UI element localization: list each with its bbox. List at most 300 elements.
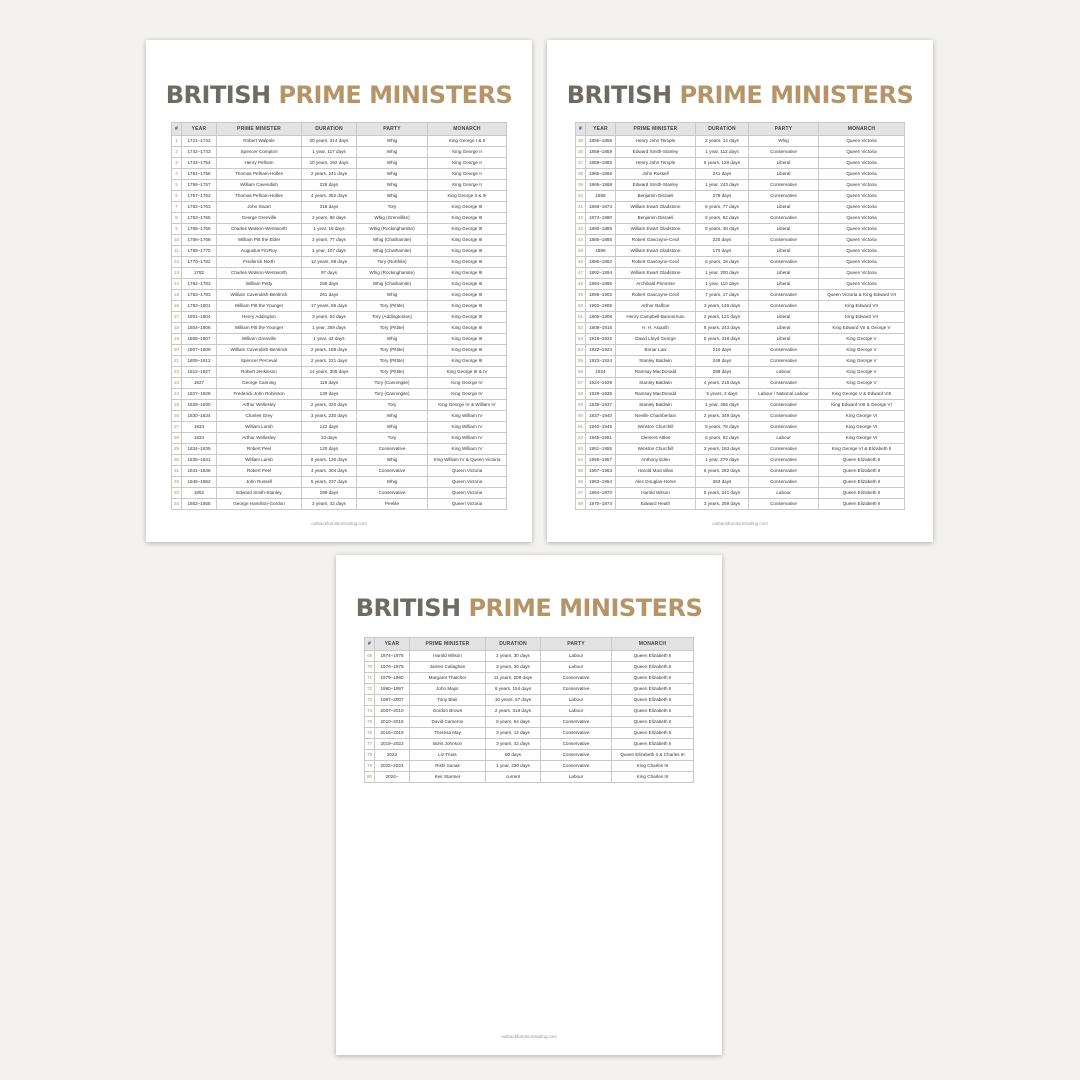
cell-prime-minister: William Lamb [217,422,302,433]
cell-year: 1835–1841 [182,455,217,466]
table-row [172,169,507,180]
cell-year: 1804–1806 [182,323,217,334]
cell-number: 24 [172,389,182,400]
table-row [172,180,507,191]
cell-duration: 1 year, 42 days [302,334,357,345]
cell-number: 20 [172,345,182,356]
table-row [576,367,905,378]
table-row [172,422,507,433]
cell-number: 43 [576,224,586,235]
cell-monarch: Queen Elizabeth II [819,499,905,510]
cell-duration: 1 year, 110 days [696,279,749,290]
cell-party: Tory (Addingtonian) [357,312,428,323]
cell-party: Whig (Grenvillite) [357,213,428,224]
cell-year: 1886–1892 [586,257,616,268]
cell-prime-minister: Harold Wilson [410,651,486,662]
cell-number: 26 [172,411,182,422]
table-row [172,411,507,422]
table-row [576,444,905,455]
cell-monarch: King William IV & Queen Victoria [428,455,507,466]
cell-monarch: Queen Victoria [819,235,905,246]
cell-number: 40 [576,191,586,202]
cell-year: 1866–1868 [586,180,616,191]
table-row [365,739,694,750]
cell-monarch: King William IV [428,411,507,422]
header-party: PARTY [541,638,612,651]
cell-number: 19 [172,334,182,345]
cell-duration: 2 years, 188 days [302,345,357,356]
cell-number: 12 [172,257,182,268]
cell-duration: 6 years, 18 days [696,257,749,268]
cell-duration: 248 days [696,356,749,367]
cell-number: 21 [172,356,182,367]
cell-number: 25 [172,400,182,411]
cell-year: 1924 [586,367,616,378]
cell-duration: 14 years, 305 days [302,367,357,378]
header-duration: DURATION [486,638,541,651]
cell-duration: 6 years, 129 days [696,158,749,169]
table-row [576,180,905,191]
cell-duration: 50 days [486,750,541,761]
cell-prime-minister: Augustus FitzRoy [217,246,302,257]
cell-number: 8 [172,213,182,224]
header-number: # [365,638,375,651]
cell-year: 1935–1937 [586,400,616,411]
cell-prime-minister: Frederick John Robinson [217,389,302,400]
cell-monarch: King George VI [819,433,905,444]
cell-number: 77 [365,739,375,750]
cell-year: 1783–1783 [182,290,217,301]
cell-year: 1809–1812 [182,356,217,367]
cell-number: 60 [576,411,586,422]
cell-duration: 1 year, 107 days [302,246,357,257]
cell-prime-minister: Stanley Baldwin [616,400,696,411]
cell-year: 1940–1945 [586,422,616,433]
cell-party: Liberal [749,312,819,323]
header-party: PARTY [749,123,819,136]
cell-party: Liberal [749,279,819,290]
cell-party: Peelite [357,499,428,510]
cell-monarch: Queen Victoria [819,191,905,202]
cell-duration: 8 years, 243 days [696,323,749,334]
cell-prime-minister: Henry Campbell-Bannerman [616,312,696,323]
cell-prime-minister: William Grenville [217,334,302,345]
cell-duration: 23 days [302,433,357,444]
table-row [576,345,905,356]
cell-number: 49 [576,290,586,301]
cell-monarch: Queen Victoria & King Edward VII [819,290,905,301]
cell-year: 1865–1866 [586,169,616,180]
table-row [576,257,905,268]
cell-party: Liberal [749,323,819,334]
cell-year: 1834 [182,433,217,444]
table-row [576,158,905,169]
cell-duration: 12 years, 58 days [302,257,357,268]
table-row [172,301,507,312]
cell-duration: 1 year, 243 days [696,180,749,191]
table-row [576,488,905,499]
cell-duration: 3 years, 259 days [696,499,749,510]
cell-duration: 6 years, 282 days [696,466,749,477]
table-row [365,695,694,706]
cell-number: 62 [576,433,586,444]
title-british: BRITISH [355,594,461,622]
cell-year: 1858–1859 [586,147,616,158]
cell-duration: 1 year, 230 days [486,761,541,772]
cell-number: 79 [365,761,375,772]
title-british: BRITISH [165,81,271,109]
page-1 [146,40,532,542]
cell-party: Labour [541,772,612,783]
cell-year: 1765–1766 [182,224,217,235]
cell-duration: 266 days [302,279,357,290]
cell-number: 17 [172,312,182,323]
cell-number: 30 [172,455,182,466]
cell-duration: 1 year, 18 days [302,224,357,235]
cell-year: 1924–1929 [586,378,616,389]
cell-duration: 288 days [696,367,749,378]
table-row [172,235,507,246]
cell-duration: 1 year, 259 days [302,323,357,334]
table-row [172,290,507,301]
cell-prime-minister: Edward Smith-Stanley [616,147,696,158]
table-row [172,433,507,444]
cell-prime-minister: Clement Attlee [616,433,696,444]
cell-year: 1885–1886 [586,235,616,246]
cell-monarch: Queen Victoria [428,488,507,499]
table-row [172,378,507,389]
cell-party: Tory (Pittite) [357,356,428,367]
footer-website: outbackfurnituretrading.com [501,1034,557,1039]
cell-prime-minister: Thomas Pelham-Holles [217,169,302,180]
cell-monarch: King George VI [819,411,905,422]
table-row [172,455,507,466]
header-year: YEAR [375,638,410,651]
cell-monarch: King George III [428,268,507,279]
cell-duration: 6 years, 130 days [302,455,357,466]
cell-year: 1905–1908 [586,312,616,323]
header-duration: DURATION [696,123,749,136]
cell-number: 74 [365,706,375,717]
cell-duration: 3 years, 12 days [486,728,541,739]
cell-duration: 120 days [302,444,357,455]
cell-year: 1880–1885 [586,224,616,235]
cell-monarch: King George V [819,334,905,345]
cell-year: 1923–1924 [586,356,616,367]
table-row [576,499,905,510]
cell-year: 1721–1742 [182,136,217,147]
cell-duration: 1 year, 112 days [696,147,749,158]
cell-party: Whig (Chathamite) [357,279,428,290]
cell-prime-minister: Robert Gascoyne-Cecil [616,290,696,301]
page-title [547,82,933,108]
cell-party: Tory (Pittite) [357,301,428,312]
cell-prime-minister: H. H. Asquith [616,323,696,334]
cell-number: 18 [172,323,182,334]
cell-duration: 4 years, 304 days [302,466,357,477]
cell-prime-minister: Charles Watson-Wentworth [217,268,302,279]
cell-monarch: Queen Victoria [819,213,905,224]
cell-duration: 3 years, 230 days [302,411,357,422]
cell-duration: 5 years, 318 days [696,334,749,345]
cell-duration: 6 years, 92 days [696,433,749,444]
cell-year: 1963–1964 [586,477,616,488]
cell-duration: 2 years, 14 days [696,136,749,147]
table-row [172,136,507,147]
cell-year: 2016–2019 [375,728,410,739]
cell-number: 39 [576,180,586,191]
cell-number: 51 [576,312,586,323]
cell-prime-minister: Robert Gascoyne-Cecil [616,257,696,268]
cell-year: 1895–1902 [586,290,616,301]
cell-duration: 226 days [302,180,357,191]
cell-party: Conservative [749,499,819,510]
table-row [172,224,507,235]
cell-party: Conservative [749,356,819,367]
cell-number: 47 [576,268,586,279]
cell-party: Conservative [749,345,819,356]
cell-year: 1859–1865 [586,158,616,169]
cell-party: Labour [541,695,612,706]
cell-number: 68 [576,499,586,510]
header-prime-minister: PRIME MINISTER [616,123,696,136]
cell-party: Conservative [749,378,819,389]
table-row [576,191,905,202]
cell-duration: 17 years, 86 days [302,301,357,312]
cell-party: Tory (Pittite) [357,367,428,378]
cell-prime-minister: John Russell [217,477,302,488]
cell-year: 1782–1783 [182,279,217,290]
cell-duration: 5 years, 78 days [696,422,749,433]
cell-party: Whig [357,169,428,180]
cell-prime-minister: Anthony Eden [616,455,696,466]
cell-prime-minister: Boris Johnson [410,739,486,750]
cell-year: 1970–1974 [586,499,616,510]
cell-monarch: King George III [428,301,507,312]
cell-number: 52 [576,323,586,334]
cell-duration: 1 year, 356 days [696,400,749,411]
cell-number: 6 [172,191,182,202]
header-year: YEAR [586,123,616,136]
cell-duration: 2 years, 349 days [696,411,749,422]
cell-prime-minister: Arthur Wellesley [217,433,302,444]
cell-party: Conservative [541,673,612,684]
cell-year: 1894–1895 [586,279,616,290]
cell-number: 57 [576,378,586,389]
cell-number: 9 [172,224,182,235]
cell-party: Liberal [749,169,819,180]
cell-party: Conservative [541,761,612,772]
page-2 [547,40,933,542]
cell-prime-minister: Edward Heath [616,499,696,510]
cell-year: 1868 [586,191,616,202]
cell-party: Whig [357,290,428,301]
cell-prime-minister: George Hamilton-Gordon [217,499,302,510]
cell-party: Tory (Pittite) [357,345,428,356]
cell-year: 1743–1754 [182,158,217,169]
cell-party: Liberal [749,334,819,345]
cell-prime-minister: Stanley Baldwin [616,378,696,389]
cell-number: 67 [576,488,586,499]
table-row [576,389,905,400]
cell-year: 1957–1963 [586,466,616,477]
cell-duration: 2 years, 42 days [302,499,357,510]
cell-year: 1807–1809 [182,345,217,356]
cell-duration: 2 years, 121 days [696,312,749,323]
cell-party: Whig [357,158,428,169]
cell-year: 1892–1894 [586,268,616,279]
cell-duration: 3 years, 146 days [696,301,749,312]
cell-duration: 3 years, 54 days [302,312,357,323]
cell-number: 7 [172,202,182,213]
cell-prime-minister: Arthur Wellesley [217,400,302,411]
cell-party: Conservative [357,444,428,455]
cell-prime-minister: Harold Wilson [616,488,696,499]
cell-year: 1964–1970 [586,488,616,499]
cell-monarch: King Edward VII [819,301,905,312]
cell-prime-minister: David Lloyd George [616,334,696,345]
cell-monarch: King George III [428,213,507,224]
cell-prime-minister: Gordon Brown [410,706,486,717]
table-row [172,312,507,323]
cell-number: 66 [576,477,586,488]
header-monarch: MONARCH [612,638,694,651]
cell-number: 64 [576,455,586,466]
table-row [576,169,905,180]
cell-monarch: Queen Elizabeth II [819,477,905,488]
cell-year: 1763–1765 [182,213,217,224]
cell-monarch: Queen Victoria [819,257,905,268]
cell-party: Conservative [357,466,428,477]
cell-monarch: Queen Elizabeth II [612,651,694,662]
cell-number: 32 [172,477,182,488]
cell-number: 45 [576,246,586,257]
title-prime-ministers: PRIME MINISTERS [468,594,703,622]
header-duration: DURATION [302,123,357,136]
cell-monarch: King George III & IV [428,367,507,378]
table-row [172,466,507,477]
cell-party: Conservative [541,739,612,750]
cell-party: Whig (Rockinghamite) [357,224,428,235]
cell-number: 2 [172,147,182,158]
cell-party: Conservative [749,180,819,191]
cell-prime-minister: Robert Jenkinson [217,367,302,378]
cell-monarch: Queen Victoria [819,147,905,158]
cell-year: 1783–1801 [182,301,217,312]
cell-number: 13 [172,268,182,279]
cell-prime-minister: Benjamin Disraeli [616,191,696,202]
cell-duration: 3 years, 30 days [486,662,541,673]
cell-prime-minister: John Russell [616,169,696,180]
cell-year: 1945–1951 [586,433,616,444]
cell-duration: 261 days [302,290,357,301]
cell-monarch: King George VI [819,422,905,433]
cell-party: Conservative [749,400,819,411]
cell-number: 28 [172,433,182,444]
header-prime-minister: PRIME MINISTER [410,638,486,651]
cell-monarch: King George III [428,345,507,356]
cell-number: 70 [365,662,375,673]
cell-duration: 299 days [302,488,357,499]
cell-duration: 363 days [696,477,749,488]
cell-monarch: King George III [428,224,507,235]
cell-monarch: King Charles III [612,761,694,772]
cell-prime-minister: Frederick North [217,257,302,268]
table-row [172,323,507,334]
table-row [576,202,905,213]
cell-monarch: King George III [428,279,507,290]
cell-year: 1754–1756 [182,169,217,180]
cell-party: Liberal [749,268,819,279]
cell-year: 2007–2010 [375,706,410,717]
table-row [576,312,905,323]
table-row [576,422,905,433]
cell-monarch: King Edward VII & George V [819,323,905,334]
cell-year: 1852 [182,488,217,499]
table-row [576,213,905,224]
cell-monarch: Queen Elizabeth II [612,728,694,739]
cell-prime-minister: Bonar Law [616,345,696,356]
cell-year: 1908–1916 [586,323,616,334]
cell-prime-minister: William Pitt the Younger [217,301,302,312]
cell-year: 1766–1768 [182,235,217,246]
table-header-row [172,123,507,136]
cell-duration: 2 years, 86 days [302,213,357,224]
cell-monarch: Queen Victoria [819,224,905,235]
cell-monarch: King Edward VII [819,312,905,323]
header-prime-minister: PRIME MINISTER [217,123,302,136]
prime-ministers-table [171,122,507,510]
cell-number: 75 [365,717,375,728]
cell-year: 1976–1979 [375,662,410,673]
cell-number: 34 [172,499,182,510]
cell-monarch: King George V [819,367,905,378]
cell-prime-minister: Arthur Balfour [616,301,696,312]
cell-party: Whig (Chathamite) [357,235,428,246]
footer-website: outbackfurnituretrading.com [311,521,367,526]
cell-prime-minister: John Major [410,684,486,695]
table-row [172,356,507,367]
cell-number: 31 [172,466,182,477]
table-row [365,651,694,662]
cell-monarch: King William IV [428,444,507,455]
cell-number: 63 [576,444,586,455]
cell-monarch: King George II [428,147,507,158]
cell-prime-minister: Margaret Thatcher [410,673,486,684]
cell-party: Conservative [749,257,819,268]
cell-duration: 1 year, 117 days [302,147,357,158]
cell-year: 1834 [182,422,217,433]
table-row [172,268,507,279]
cell-duration: 2 years, 77 days [302,235,357,246]
cell-party: Whig (Rockinghamite) [357,268,428,279]
cell-number: 36 [576,147,586,158]
cell-monarch: Queen Victoria [819,136,905,147]
cell-monarch: King George II [428,158,507,169]
cell-party: Whig (Chathamite) [357,246,428,257]
cell-year: 1830–1834 [182,411,217,422]
cell-prime-minister: Winston Churchill [616,422,696,433]
cell-year: 2022–2024 [375,761,410,772]
cell-number: 23 [172,378,182,389]
cell-year: 1874–1880 [586,213,616,224]
cell-party: Conservative [541,750,612,761]
cell-prime-minister: Keir Starmer [410,772,486,783]
cell-party: Labour / National Labour [749,389,819,400]
cell-year: 1929–1935 [586,389,616,400]
cell-party: Labour [749,488,819,499]
cell-monarch: Queen Victoria [819,279,905,290]
